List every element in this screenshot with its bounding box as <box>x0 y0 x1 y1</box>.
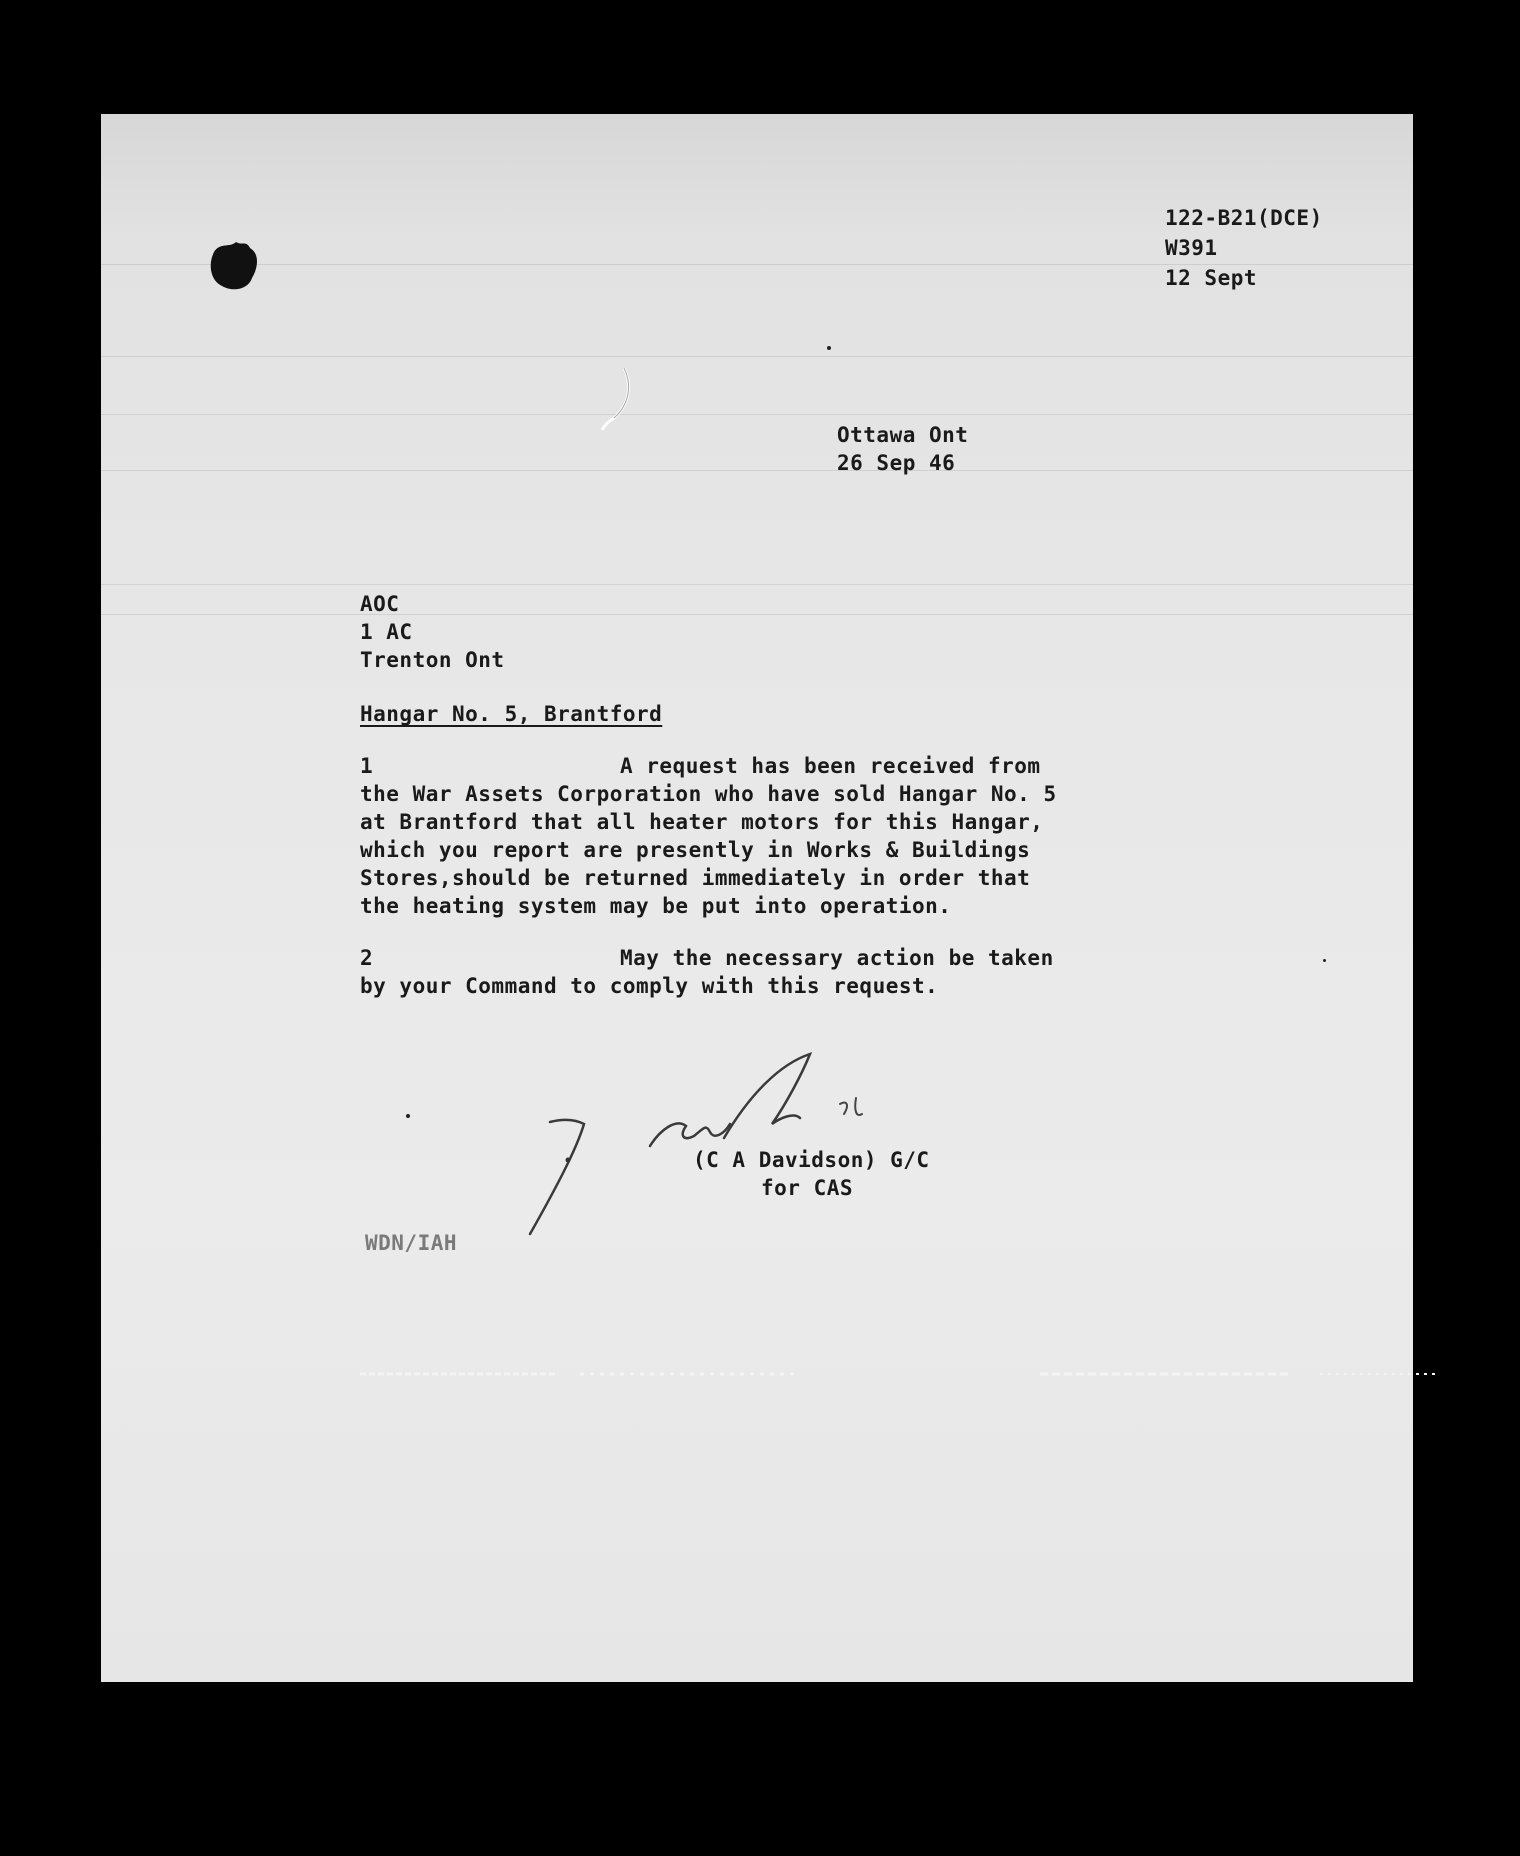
addressee-line-3: Trenton Ont <box>360 648 505 672</box>
file-reference-code: W391 <box>1165 236 1218 260</box>
subject-line: Hangar No. 5, Brantford <box>360 702 663 726</box>
signatory-name: (C A Davidson) G/C <box>693 1148 930 1172</box>
addressee-line-2: 1 AC <box>360 620 413 644</box>
file-reference-date: 12 Sept <box>1165 266 1258 290</box>
letter-date: 26 Sep 46 <box>837 451 956 475</box>
paragraph-line: Stores,should be returned immediately in order that <box>360 866 1031 890</box>
paragraph-number: 2 <box>360 946 374 970</box>
paragraph-line: the War Assets Corporation who have sold Hangar No. 5 <box>360 782 1057 806</box>
signatory-capacity: for CAS <box>761 1176 854 1200</box>
scan-artifact-line <box>0 1370 1520 1378</box>
ink-blot-mark <box>206 238 262 294</box>
sender-place: Ottawa Ont <box>837 423 969 447</box>
file-reference-number: 122-B21(DCE) <box>1165 206 1323 230</box>
paragraph-2-first-line <box>360 944 1054 972</box>
paragraph-line: the heating system may be put into operation. <box>360 894 952 918</box>
pencil-mark <box>594 364 642 434</box>
reference-initials: WDN/IAH <box>365 1231 458 1255</box>
paragraph-line: A request has been received from <box>620 754 1041 778</box>
paragraph-line: which you report are presently in Works & Buildings <box>360 838 1031 862</box>
paragraph-number: 1 <box>360 754 374 778</box>
paragraph-1-first-line <box>360 752 1041 780</box>
addressee-line-1: AOC <box>360 592 400 616</box>
paper-sheet <box>101 114 1413 1682</box>
paragraph-line: by your Command to comply with this request. <box>360 974 939 998</box>
paragraph-line: at Brantford that all heater motors for this Hangar, <box>360 810 1044 834</box>
paragraph-line: May the necessary action be taken <box>620 946 1054 970</box>
